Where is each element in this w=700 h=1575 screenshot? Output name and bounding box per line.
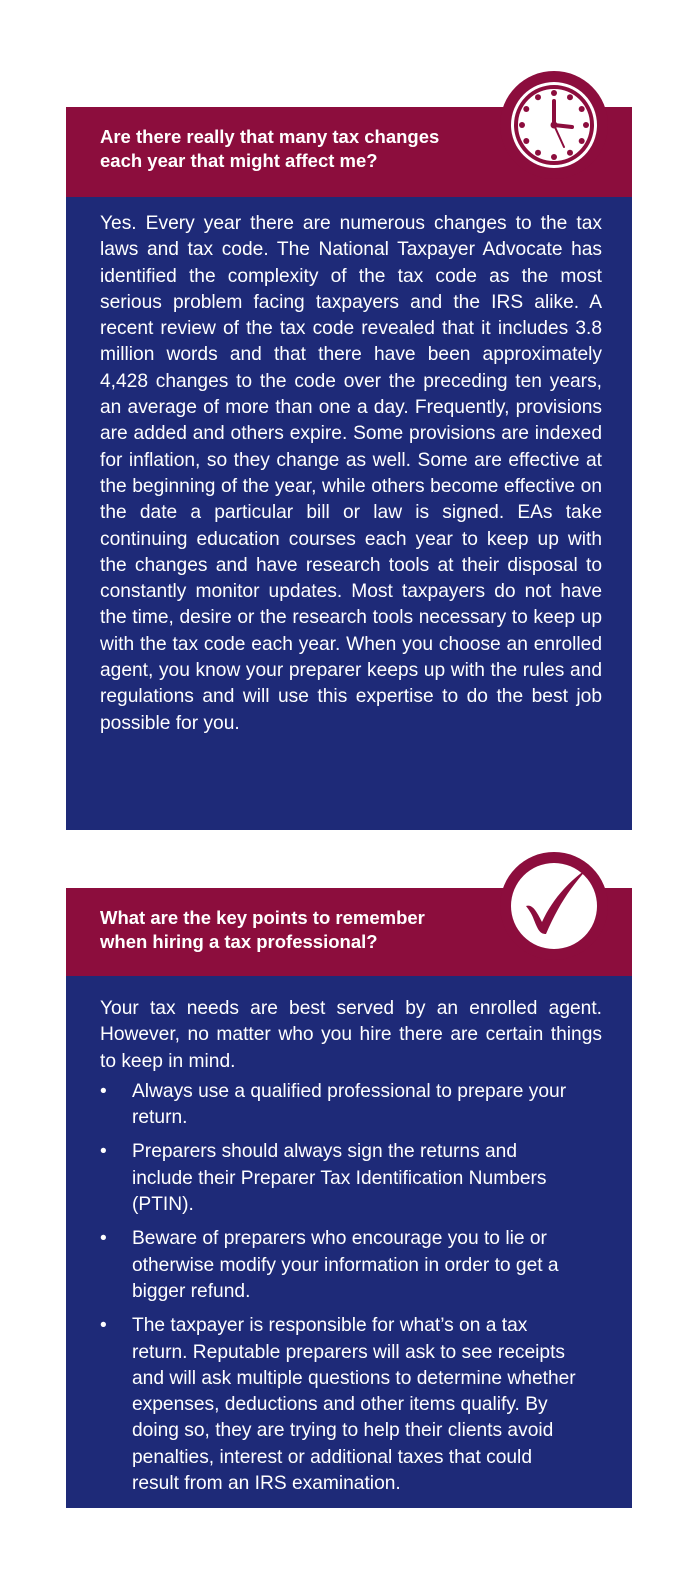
question-line: when hiring a tax professional? xyxy=(100,931,378,952)
faq-card-tax-changes xyxy=(66,107,632,830)
list-item xyxy=(100,1226,602,1305)
faq-header xyxy=(66,107,632,197)
checkmark-badge xyxy=(500,852,608,960)
clock-icon xyxy=(508,79,600,171)
faq-answer xyxy=(66,197,632,830)
question-line: What are the key points to remember xyxy=(100,907,425,928)
list-item-text: Beware of preparers who encourage you to lie or otherwise modify your information in order to get a bigger refund. xyxy=(132,1228,559,1302)
list-item-text: Always use a qualified professional to prepare your return. xyxy=(132,1080,567,1129)
list-item xyxy=(100,1079,602,1132)
checkmark-icon xyxy=(508,860,600,952)
bullet: • xyxy=(100,1141,107,1163)
intro-text: Your tax needs are best served by an enrolled agent. However, no matter who you hire there are certain things to keep in mind. xyxy=(100,998,602,1072)
faq-question xyxy=(100,125,482,173)
list-item xyxy=(100,1139,602,1218)
answer-text: Yes. Every year there are numerous changes to the tax laws and tax code. The National Taxpayer Advocate has identified the complexity of the tax code as the most serious problem facing taxpayers and the IRS alike. A recent review of the tax code revealed that it includes 3.8 million words and that there have been approximately 4,428 changes to the code over the preceding ten years, an average of more than one a day. Frequently, provisions are added and others expire. Some provisions are indexed for inflation, so they change as well. Some are effective at the beginning of the year, while others become effective on the date a particular bill or law is signed. EAs take continuing education courses each year to keep up with the changes and have research tools at their disposal to constantly monitor updates. Most taxpayers do not have the time, desire or the research tools necessary to keep up with the tax code each year. When you choose an enrolled agent, you know your preparer keeps up with the rules and regulations and will use this expertise to do the best job possible for you. xyxy=(100,213,602,734)
faq-answer xyxy=(66,976,632,1508)
list-item-text: Preparers should always sign the returns and include their Preparer Tax Identification Numbers (PTIN). xyxy=(132,1141,547,1216)
bullet: • xyxy=(100,1228,107,1250)
faq-card-key-points xyxy=(66,888,632,1508)
key-points-list xyxy=(100,1079,602,1497)
question-line: Are there really that many tax changes xyxy=(100,126,440,147)
faq-header xyxy=(66,888,632,976)
bullet: • xyxy=(100,1080,107,1102)
clock-badge xyxy=(500,71,608,179)
list-item xyxy=(100,1313,602,1497)
faq-question xyxy=(100,906,482,954)
bullet: • xyxy=(100,1315,107,1337)
list-item-text: The taxpayer is responsible for what’s on a tax return. Reputable preparers will ask to see receipts and will ask multiple questions to determine whether expenses, deductions and other items qualify. By doing so, they are trying to help their clients avoid penalties, interest or additional taxes that could result from an IRS examination. xyxy=(132,1315,576,1495)
question-line: each year that might affect me? xyxy=(100,150,378,171)
